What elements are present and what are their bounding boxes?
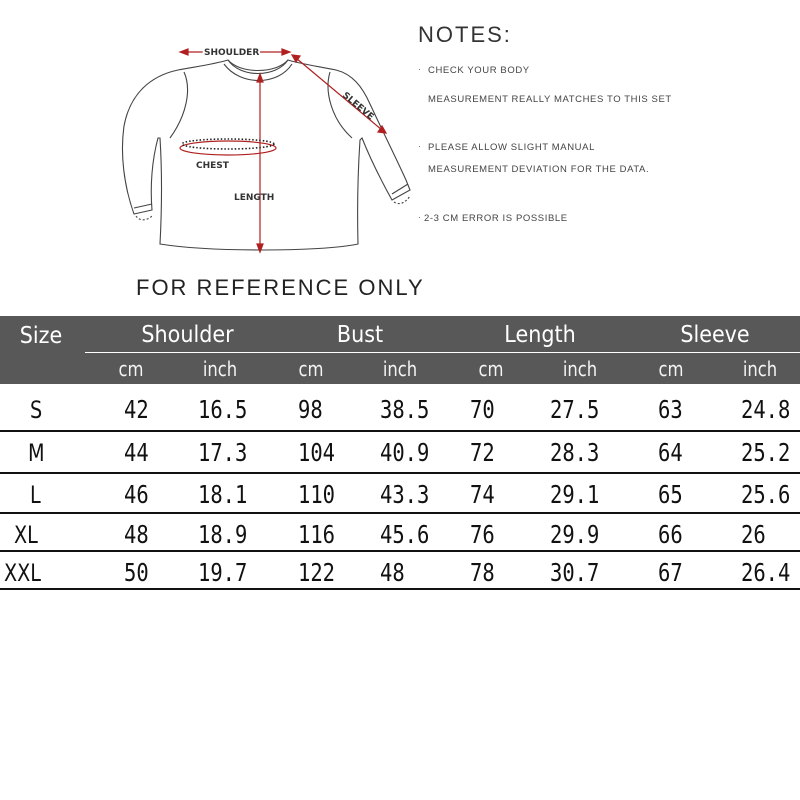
measurement-cell: 24.8 <box>741 395 791 424</box>
measurement-cell: 17.3 <box>198 438 248 467</box>
measurement-cell: 27.5 <box>550 395 600 424</box>
note-line-5: 2-3 CM ERROR IS POSSIBLE <box>424 213 568 224</box>
measurement-cell: 26.4 <box>741 558 791 587</box>
measurement-cell: 29.9 <box>550 520 600 549</box>
length-label: LENGTH <box>234 193 275 203</box>
unit-cm: cm <box>118 357 144 381</box>
measurement-cell: 67 <box>658 558 683 587</box>
measurement-cell: 50 <box>124 558 149 587</box>
unit-cm: cm <box>298 357 324 381</box>
row-divider <box>0 472 800 474</box>
row-divider <box>0 550 800 552</box>
size-cell: L <box>30 481 41 509</box>
measurement-cell: 46 <box>124 480 149 509</box>
size-cell: S <box>30 396 43 424</box>
measurement-cell: 44 <box>124 438 149 467</box>
unit-inch: inch <box>202 357 238 381</box>
notes-title: NOTES: <box>418 22 512 47</box>
measurement-cell: 122 <box>298 558 336 587</box>
note-bullet: · <box>418 212 421 222</box>
measurement-cell: 25.6 <box>741 480 791 509</box>
unit-cm: cm <box>658 357 684 381</box>
measurement-cell: 30.7 <box>550 558 600 587</box>
measurement-cell: 48 <box>124 520 149 549</box>
unit-inch: inch <box>742 357 778 381</box>
measurement-cell: 70 <box>470 395 495 424</box>
measurement-cell: 64 <box>658 438 683 467</box>
unit-inch: inch <box>562 357 598 381</box>
header-divider <box>85 352 800 353</box>
header-shoulder: Shoulder <box>141 322 234 348</box>
row-divider <box>0 588 800 590</box>
measurement-cell: 26 <box>741 520 766 549</box>
measurement-cell: 29.1 <box>550 480 600 509</box>
measurement-cell: 98 <box>298 395 323 424</box>
size-cell: XL <box>14 521 38 549</box>
measurement-cell: 28.3 <box>550 438 600 467</box>
garment-measurement-diagram <box>100 30 430 270</box>
note-line-3: PLEASE ALLOW SLIGHT MANUAL <box>428 142 595 153</box>
measurement-cell: 18.1 <box>198 480 248 509</box>
measurement-cell: 40.9 <box>380 438 430 467</box>
measurement-cell: 38.5 <box>380 395 430 424</box>
measurement-cell: 78 <box>470 558 495 587</box>
measurement-cell: 16.5 <box>198 395 248 424</box>
table-row <box>0 433 800 471</box>
row-divider <box>0 512 800 514</box>
measurement-cell: 42 <box>124 395 149 424</box>
measurement-cell: 25.2 <box>741 438 791 467</box>
chest-label: CHEST <box>196 161 229 171</box>
note-bullet: · <box>418 64 421 74</box>
measurement-cell: 18.9 <box>198 520 248 549</box>
t-shirt-outline <box>122 60 410 250</box>
unit-inch: inch <box>382 357 418 381</box>
table-row <box>0 390 800 428</box>
measurement-cell: 48 <box>380 558 405 587</box>
header-sleeve: Sleeve <box>680 322 750 348</box>
table-row <box>0 515 800 553</box>
measurement-cell: 43.3 <box>380 480 430 509</box>
measurement-cell: 72 <box>470 438 495 467</box>
measurement-cell: 74 <box>470 480 495 509</box>
measurement-cell: 45.6 <box>380 520 430 549</box>
sleeve-label: SLEEVE <box>340 90 376 123</box>
note-line-4: MEASUREMENT DEVIATION FOR THE DATA. <box>428 164 650 175</box>
size-cell: M <box>28 439 45 467</box>
measurement-cell: 116 <box>298 520 336 549</box>
size-cell: XXL <box>4 559 42 587</box>
note-line-1: CHECK YOUR BODY <box>428 65 530 76</box>
measurement-cell: 19.7 <box>198 558 248 587</box>
note-bullet: · <box>418 141 421 151</box>
shoulder-label: SHOULDER <box>204 48 260 58</box>
header-length: Length <box>504 322 576 348</box>
note-line-2: MEASUREMENT REALLY MATCHES TO THIS SET <box>428 94 672 105</box>
measurement-cell: 110 <box>298 480 336 509</box>
measurement-cell: 76 <box>470 520 495 549</box>
header-bust: Bust <box>336 322 384 348</box>
row-divider <box>0 430 800 432</box>
measurement-cell: 63 <box>658 395 683 424</box>
measurement-cell: 104 <box>298 438 336 467</box>
table-row <box>0 553 800 591</box>
reference-only-caption: FOR REFERENCE ONLY <box>136 275 425 300</box>
measurement-cell: 66 <box>658 520 683 549</box>
header-size: Size <box>19 323 63 349</box>
unit-cm: cm <box>478 357 504 381</box>
measurement-arrows <box>180 49 386 252</box>
table-row <box>0 475 800 513</box>
measurement-cell: 65 <box>658 480 683 509</box>
